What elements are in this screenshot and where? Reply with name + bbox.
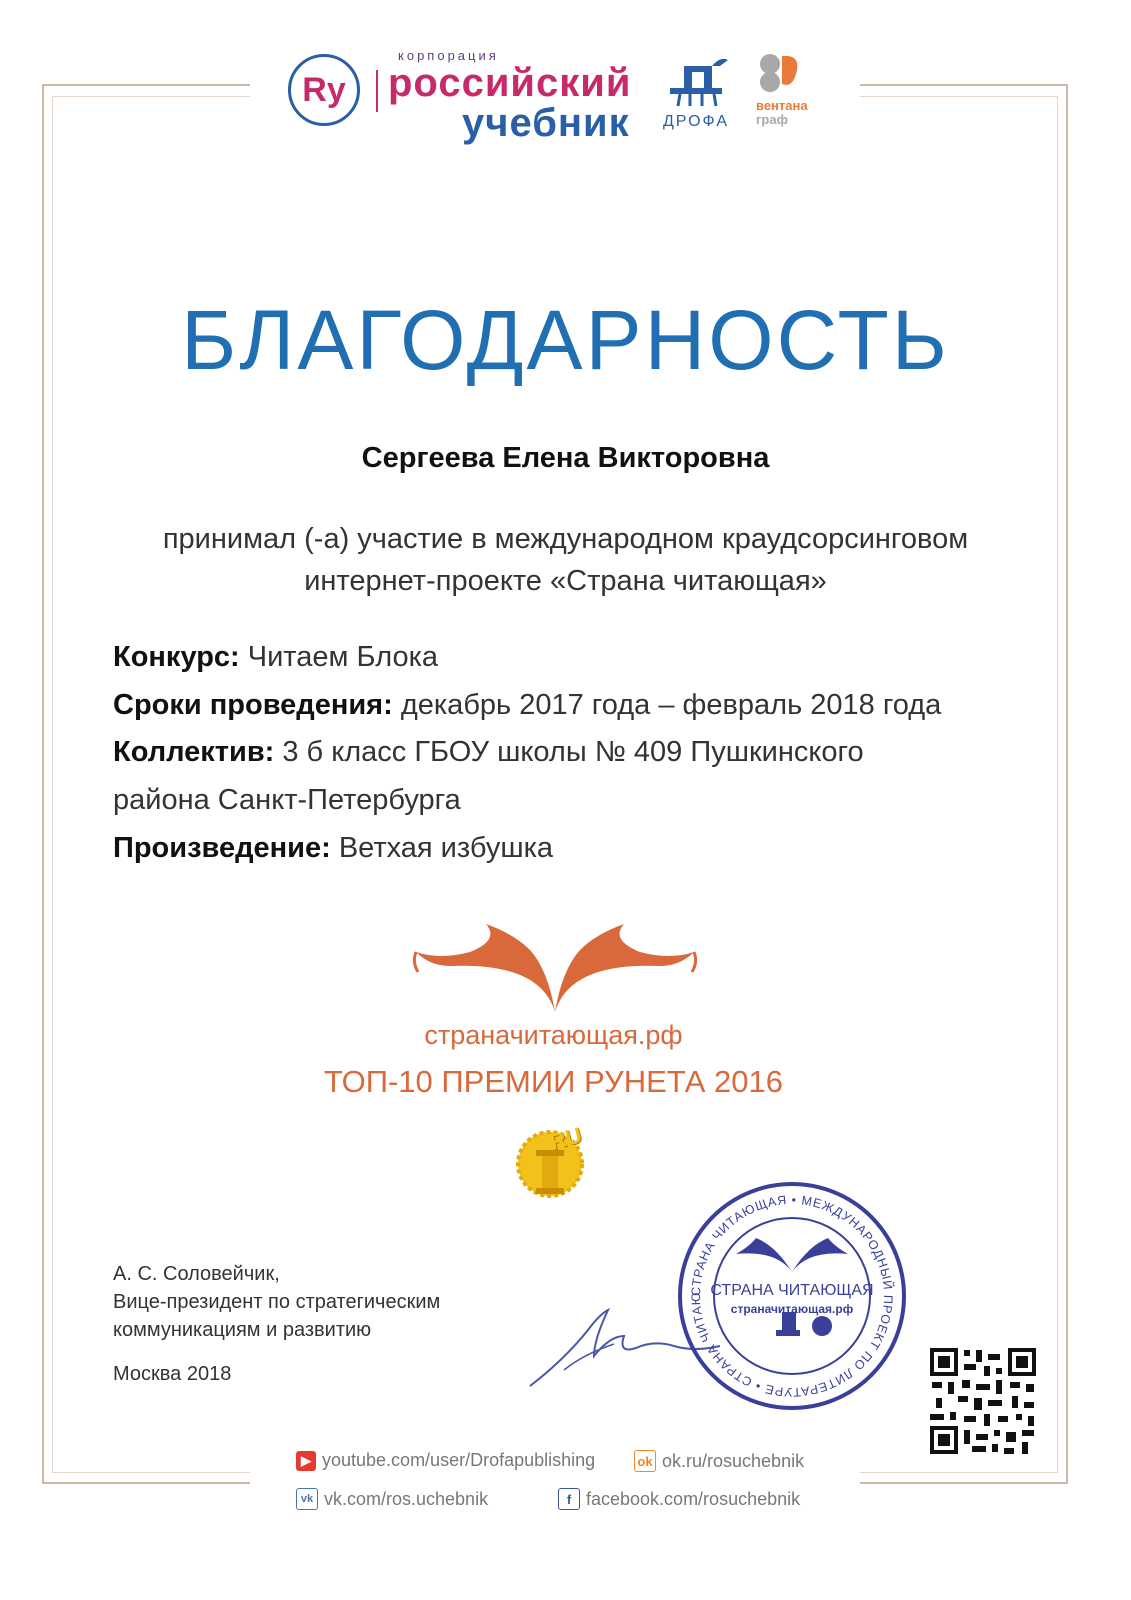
brand-divider — [376, 70, 378, 112]
place-year: Москва 2018 — [113, 1363, 232, 1385]
work-label: Произведение: — [113, 832, 331, 864]
inner-frame-top-right — [860, 96, 1058, 97]
work-row — [113, 824, 1013, 872]
team-value-line1: 3 б класс ГБОУ школы № 409 Пушкинского — [282, 736, 864, 768]
brand-wordmark — [388, 48, 631, 143]
intro-line1: принимал (-а) участие в международном краудсорсинговом — [162, 523, 969, 555]
award-badge — [514, 1120, 592, 1202]
ventana-line1: вентана — [756, 98, 808, 113]
social-ok[interactable] — [634, 1450, 804, 1472]
vk-link[interactable]: vk.com/ros.uchebnik — [324, 1488, 489, 1509]
qr-code — [928, 1346, 1038, 1456]
drofa-label: ДРОФА — [662, 113, 730, 130]
award-text: ТОП-10 ПРЕМИИ РУНЕТА 2016 — [324, 1064, 783, 1099]
frame-top-left — [42, 84, 250, 86]
contest-row — [113, 633, 1013, 681]
social-vk[interactable] — [296, 1488, 488, 1510]
inner-frame-bottom-right — [860, 1472, 1058, 1473]
recipient-name: Сергеева Елена Викторовна — [361, 442, 770, 474]
frame-top-right — [860, 84, 1068, 86]
signer-name: А. С. Соловейчик, — [113, 1263, 280, 1285]
dates-value: декабрь 2017 года – февраль 2018 года — [400, 689, 942, 721]
youtube-icon: ▶ — [296, 1451, 316, 1471]
frame-bottom-right — [860, 1482, 1068, 1484]
signer-block — [113, 1260, 440, 1344]
ventana-line2: граф — [756, 112, 788, 127]
inner-frame-top-left — [52, 96, 250, 97]
open-book-icon — [410, 922, 700, 1018]
drofa-logo — [660, 52, 732, 132]
stamp-center-site: страначитающая.рф — [730, 1302, 854, 1316]
vk-icon: vk — [296, 1488, 318, 1510]
social-facebook[interactable] — [558, 1488, 800, 1510]
youtube-link[interactable]: youtube.com/user/Drofapublishing — [322, 1450, 596, 1470]
round-stamp — [676, 1180, 908, 1412]
brand-line1: российский — [388, 61, 632, 105]
signer-position-line1: Вице-президент по стратегическим — [113, 1291, 441, 1313]
ventana-butterfly-icon — [756, 52, 806, 94]
drofa-bird-icon — [660, 52, 732, 108]
signer-position-line2: коммуникациям и развитию — [113, 1319, 372, 1341]
facebook-link[interactable]: facebook.com/rosuchebnik — [586, 1488, 801, 1509]
social-youtube[interactable] — [296, 1450, 595, 1471]
stamp-center-title: СТРАНА ЧИТАЮЩАЯ — [710, 1282, 874, 1299]
dates-label: Сроки проведения: — [113, 689, 393, 721]
ventana-logo — [756, 52, 826, 132]
frame-bottom-left — [42, 1482, 250, 1484]
ok-link[interactable]: ok.ru/rosuchebnik — [662, 1450, 805, 1471]
brand-line2: учебник — [462, 101, 630, 145]
intro-text — [90, 518, 1041, 602]
intro-line2: интернет-проекте «Страна читающая» — [304, 565, 827, 597]
award-badge-label: RU — [547, 1122, 585, 1155]
header-logos — [288, 48, 828, 145]
contest-value: Читаем Блока — [247, 641, 439, 673]
dates-row — [113, 681, 1013, 729]
brand-corp-label: корпорация — [398, 48, 499, 63]
team-value-line2: района Санкт-Петербурга — [113, 784, 461, 816]
team-label: Коллектив: — [113, 736, 275, 768]
stamp-ring-text: СТРАНА ЧИТАЮЩАЯ • МЕЖДУНАРОДНЫЙ ПРОЕКТ ПО ЛИТЕРАТУРЕ • СТРАНА ЧИТАЮ — [688, 1192, 896, 1400]
ry-logo-letters: Ry — [302, 70, 346, 109]
project-site: страначитающая.рф — [424, 1020, 683, 1050]
odnoklassniki-icon: ok — [634, 1450, 656, 1472]
certificate-title: БЛАГОДАРНОСТЬ — [181, 293, 950, 387]
contest-label: Конкурс: — [113, 641, 240, 673]
team-row — [113, 728, 1013, 824]
ry-logo — [288, 54, 360, 126]
facebook-icon: f — [558, 1488, 580, 1510]
inner-frame-bottom-left — [52, 1472, 250, 1473]
work-value: Ветхая избушка — [338, 832, 554, 864]
